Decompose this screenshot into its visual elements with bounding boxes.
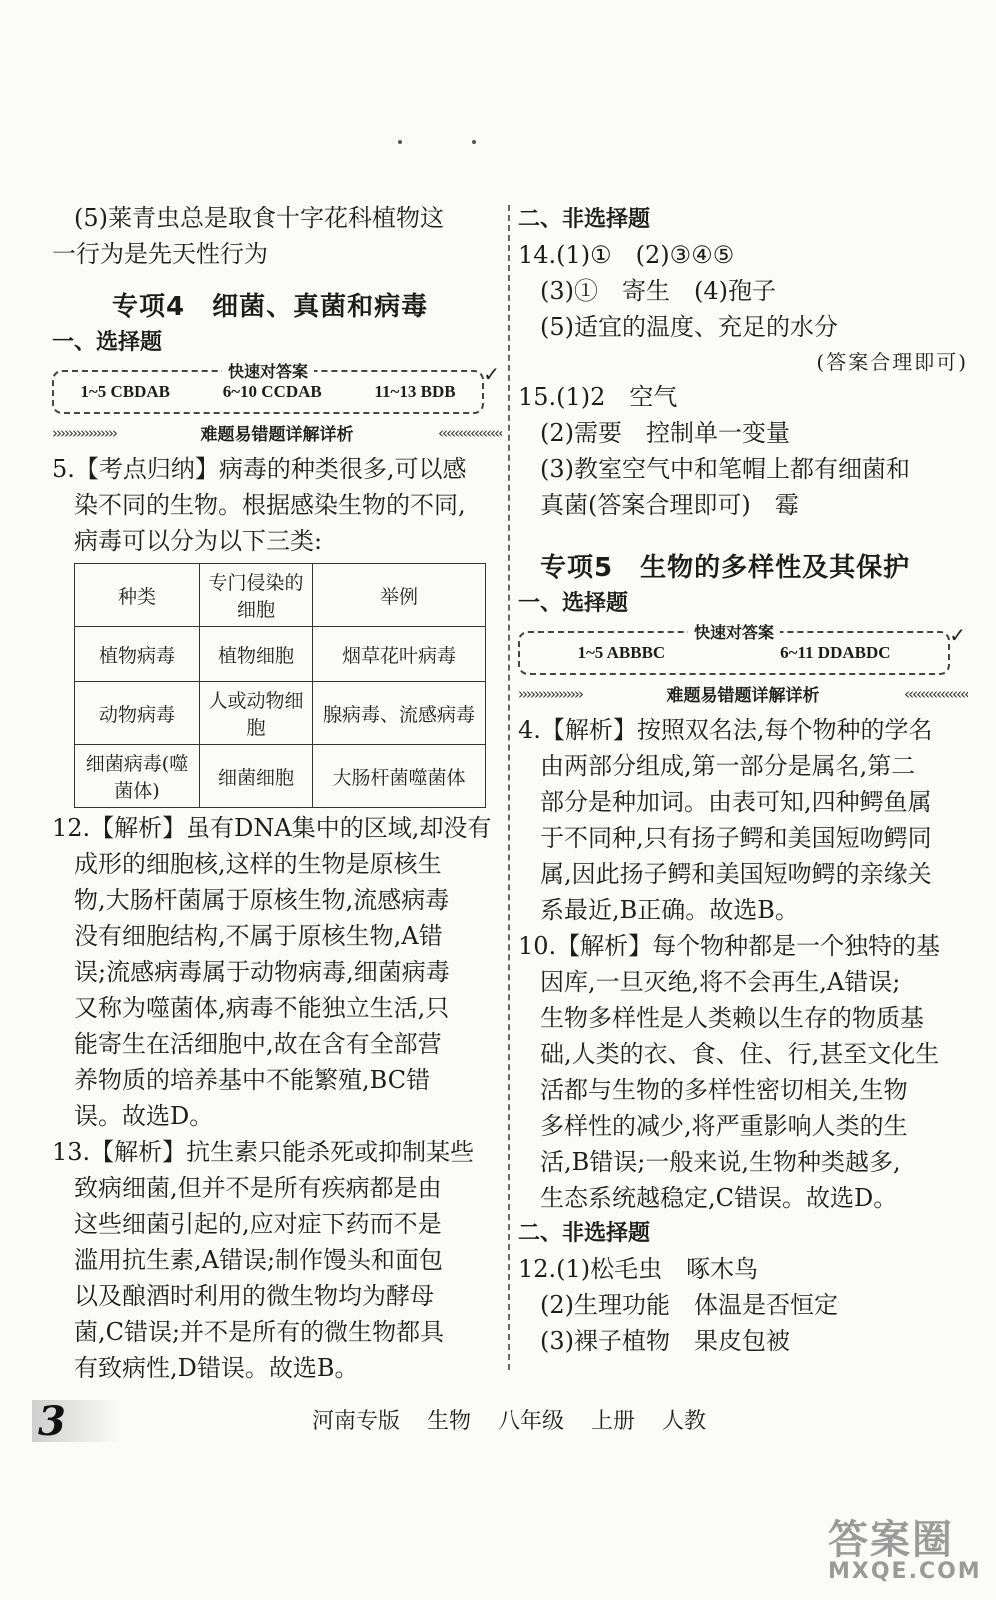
table-cell: 大肠杆菌噬菌体 <box>313 745 486 808</box>
table-cell: 动物病毒 <box>75 682 200 745</box>
table-row <box>75 564 486 627</box>
table-cell: 细菌细胞 <box>200 745 313 808</box>
q15-line: (2)需要 控制单一变量 <box>540 419 790 447</box>
q12-answer-line: (3)裸子植物 果皮包被 <box>540 1327 790 1355</box>
q4-explanation <box>518 712 968 928</box>
q10-line: 活都与生物的多样性密切相关,生物 <box>540 1076 908 1104</box>
quick-answer-label: 快速对答案 <box>688 620 780 643</box>
quick-answer: 6~10 CCDAB <box>222 382 322 401</box>
check-icon: ✓ <box>483 362 500 386</box>
table-cell: 植物病毒 <box>75 627 200 682</box>
q4-line: 系最近,B正确。故选B。 <box>540 896 799 924</box>
table-header: 举例 <box>313 564 486 627</box>
left-column <box>52 200 502 1386</box>
q13-line: 滥用抗生素,A错误;制作馒头和面包 <box>74 1246 444 1274</box>
quick-answer: 1~5 ABBBC <box>577 643 666 662</box>
q14-line: (3)① 寄生 (4)孢子 <box>540 277 776 305</box>
q10-line: 生态系统越稳定,C错误。故选D。 <box>540 1184 898 1212</box>
quick-answer: 1~5 CBDAB <box>80 382 170 401</box>
q4-line: 由两部分组成,第一部分是属名,第二 <box>540 752 916 780</box>
q12-line: 能寄生在活细胞中,故在含有全部营 <box>74 1030 442 1058</box>
table-row <box>75 745 486 808</box>
right-column <box>518 200 968 1359</box>
choice-heading: 一、选择题 <box>518 591 629 616</box>
q13-line: 以及酿酒时利用的微生物均为酵母 <box>74 1282 434 1310</box>
q12-line: 没有细胞结构,不属于原核生物,A错 <box>74 922 443 950</box>
q14-line: (5)适宜的温度、充足的水分 <box>540 313 838 341</box>
nonchoice-heading: 二、非选择题 <box>518 1221 651 1246</box>
q12-line: 物,大肠杆菌属于原核生物,流感病毒 <box>74 886 450 914</box>
q13-line: 有致病性,D错误。故选B。 <box>74 1354 359 1382</box>
q12-line: 养物质的培养基中不能繁殖,BC错 <box>74 1066 431 1094</box>
q15-line: (3)教室空气中和笔帽上都有细菌和 <box>540 455 910 483</box>
watermark-line1: 答案圈 <box>828 1517 954 1563</box>
arrows-left-icon: ‹‹‹‹‹‹‹‹‹‹‹‹‹‹‹‹ <box>904 684 968 703</box>
q12-line: 12.【解析】虽有DNA集中的区域,却没有 <box>52 814 492 842</box>
q10-line: 生物多样性是人类赖以生存的物质基 <box>540 1004 924 1032</box>
nonchoice-heading: 二、非选择题 <box>518 207 651 232</box>
q10-line: 活,B错误;一般来说,生物种类越多, <box>540 1148 901 1176</box>
arrows-right-icon: ›››››››››››››››› <box>518 684 582 703</box>
q12-answer-line: 12.(1)松毛虫 啄木鸟 <box>518 1255 759 1283</box>
q5-line: 病毒可以分为以下三类: <box>74 527 323 555</box>
footer-text: 河南专版 生物 八年级 上册 人教 <box>312 1409 706 1434</box>
q10-line: 础,人类的衣、食、住、行,甚至文化生 <box>540 1040 940 1068</box>
detail-heading: 难题易错题详解详析 <box>666 686 820 706</box>
q10-line: 因库,一旦灭绝,将不会再生,A错误; <box>540 968 901 996</box>
check-icon: ✓ <box>949 623 966 647</box>
choice-heading: 一、选择题 <box>52 330 163 355</box>
table-cell: 细菌病毒(噬菌体) <box>75 745 200 808</box>
q13-explanation <box>52 1134 502 1386</box>
q4-line: 于不同种,只有扬子鳄和美国短吻鳄同 <box>540 824 932 852</box>
intro-line: 一行为是先天性行为 <box>52 240 268 268</box>
table-cell: 人或动物细胞 <box>200 682 313 745</box>
q12-explanation <box>52 810 502 1134</box>
q13-line: 13.【解析】抗生素只能杀死或抑制某些 <box>52 1138 475 1166</box>
table-row <box>75 627 486 682</box>
q10-explanation <box>518 928 968 1216</box>
q13-line: 致病细菌,但并不是所有疾病都是由 <box>74 1174 442 1202</box>
detail-banner <box>52 420 502 445</box>
table-cell: 烟草花叶病毒 <box>313 627 486 682</box>
q12-line: 成形的细胞核,这样的生物是原核生 <box>74 850 442 878</box>
section-title: 专项5 生物的多样性及其保护 <box>540 553 911 583</box>
q15-line: 15.(1)2 空气 <box>518 383 678 411</box>
scan-dot <box>398 140 402 144</box>
quick-answer: 11~13 BDB <box>374 382 456 401</box>
watermark-logo <box>828 1508 982 1588</box>
q10-line: 10.【解析】每个物种都是一个独特的基 <box>518 932 941 960</box>
q5-line: 5.【考点归纳】病毒的种类很多,可以感 <box>52 455 467 483</box>
table-header: 种类 <box>75 564 200 627</box>
arrows-left-icon: ‹‹‹‹‹‹‹‹‹‹‹‹‹‹‹‹ <box>438 423 502 442</box>
virus-table <box>74 563 486 808</box>
intro-line: (5)莱青虫总是取食十字花科植物这 <box>74 204 444 232</box>
q5-line: 染不同的生物。根据感染生物的不同, <box>74 491 466 519</box>
scan-dot <box>472 140 476 144</box>
table-cell: 腺病毒、流感病毒 <box>313 682 486 745</box>
q15-line: 真菌(答案合理即可) 霉 <box>540 491 799 519</box>
detail-banner <box>518 681 968 706</box>
q14-line: 14.(1)① (2)③④⑤ <box>518 241 735 269</box>
q4-line: 4.【解析】按照双名法,每个物种的学名 <box>518 716 933 744</box>
q10-line: 多样性的减少,将严重影响人类的生 <box>540 1112 908 1140</box>
quick-answer-box <box>52 362 500 414</box>
detail-heading: 难题易错题详解详析 <box>200 425 354 445</box>
table-cell: 植物细胞 <box>200 627 313 682</box>
quick-answer-label: 快速对答案 <box>222 359 314 382</box>
q12-line: 误;流感病毒属于动物病毒,细菌病毒 <box>74 958 450 986</box>
quick-answer: 6~11 DDABDC <box>780 643 891 662</box>
table-row <box>75 682 486 745</box>
q12-line: 又称为噬菌体,病毒不能独立生活,只 <box>74 994 450 1022</box>
table-header: 专门侵染的细胞 <box>200 564 313 627</box>
q13-line: 这些细菌引起的,应对症下药而不是 <box>74 1210 442 1238</box>
q13-line: 菌,C错误;并不是所有的微生物都具 <box>74 1318 445 1346</box>
column-divider <box>508 205 510 1370</box>
arrows-right-icon: ›››››››››››››››› <box>52 423 116 442</box>
q12-line: 误。故选D。 <box>74 1102 214 1130</box>
q4-line: 部分是种加词。由表可知,四种鳄鱼属 <box>540 788 932 816</box>
section-title: 专项4 细菌、真菌和病毒 <box>112 292 429 322</box>
q12-answer-line: (2)生理功能 体温是否恒定 <box>540 1291 838 1319</box>
q4-line: 属,因此扬子鳄和美国短吻鳄的亲缘关 <box>540 860 932 888</box>
q14-note: (答案合理即可) <box>816 350 968 374</box>
watermark-line2: MXQE.COM <box>828 1559 982 1584</box>
page-number: 3 <box>38 1398 66 1445</box>
quick-answer-box <box>518 623 966 675</box>
